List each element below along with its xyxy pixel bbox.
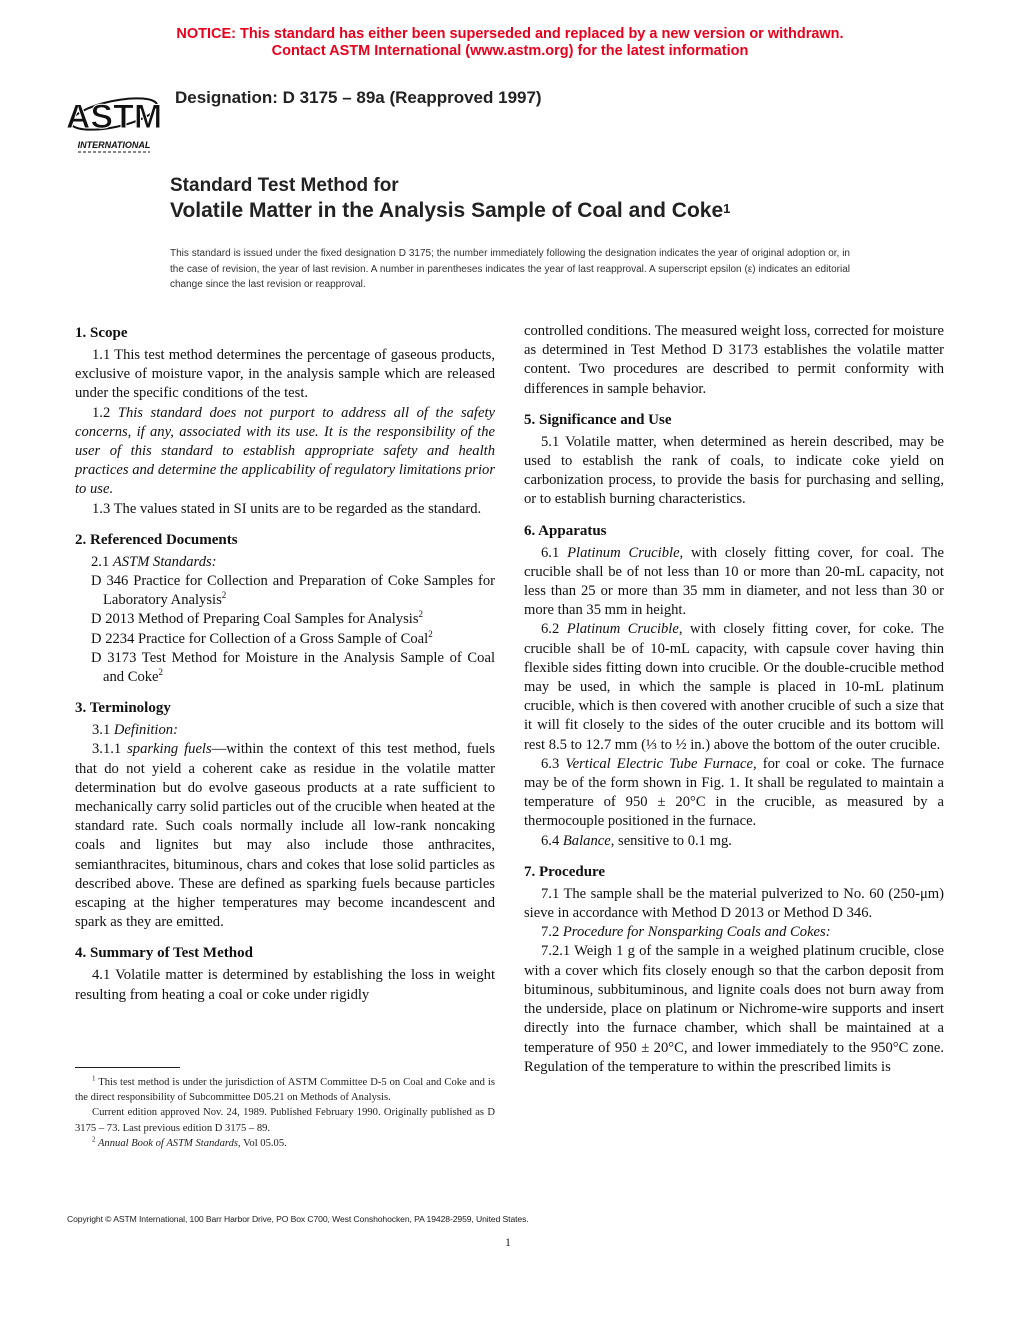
para-text: , with closely fitting cover, for coke. The crucible shall be of 10-mL capacity, with capsule cover having thin flexible sides fitting down into crucible. Or the double-crucible method may be used, in which the sample is placed in 10-mL platinum crucible, which is then covered with another crucible of such a size that it will fit closely to the sides of the outer crucible and its bottom will rest 8.5 to 12.7 mm (⅓ to ½ in.) above the bottom of the outer crucible. <box>524 621 944 753</box>
apparatus-term: Vertical Electric Tube Furnace <box>565 755 753 772</box>
footnote-mark[interactable]: 2 <box>221 590 227 601</box>
svg-text:ASTM: ASTM <box>66 98 162 136</box>
para-1-1: 1.1 This test method determines the percentage of gaseous products, exclusive of moisture vapor, in the analysis sample which are released under the specific conditions of the test. <box>75 347 495 402</box>
footnote-mark: 2 <box>92 1135 96 1144</box>
footnote-title: Annual Book of ASTM Standards <box>95 1137 239 1149</box>
para-text: , for coal or coke. The furnace may be of the form shown in Fig. 1. It shall be regulated to maintain a temperature of 950 ± 20°C in the crucible, as measured by a thermocouple positioned in the furnace. <box>524 755 944 830</box>
para-text: , sensitive to 0.1 mg. <box>610 832 732 849</box>
apparatus-term: Platinum Crucible <box>566 621 679 638</box>
para-5-1: 5.1 Volatile matter, when determined as herein described, may be used to establish the rank of coals, to indicate coke yield on carbonization process, to provide the basis for purchasing and selling, or to establish burning characteristics. <box>524 433 944 508</box>
para-number: 6.1 <box>541 544 568 561</box>
para-1-2 <box>75 404 495 500</box>
footnotes <box>75 1075 495 1151</box>
para-number: 6.3 <box>541 755 566 772</box>
footnote-divider <box>75 1067 180 1068</box>
para-1-3: 1.3 The values stated in SI units are to be regarded as the standard. <box>92 500 482 517</box>
section-heading-scope: 1. Scope <box>75 325 128 341</box>
para-number: 7.2 <box>541 924 563 941</box>
para-6-1 <box>524 544 944 621</box>
footnote-mark[interactable]: 2 <box>158 667 164 678</box>
title-line-2 <box>170 198 730 224</box>
para-2-1 <box>75 553 495 572</box>
footnote-text: , Vol 05.05. <box>238 1137 287 1149</box>
title-text: Volatile Matter in the Analysis Sample of Coal and Coke <box>170 199 724 222</box>
para-7-2 <box>524 923 944 942</box>
section-heading-referenced-documents: 2. Referenced Documents <box>75 531 238 548</box>
reference-d2013[interactable] <box>75 610 495 629</box>
subheading: Procedure for Nonsparking Coals and Cokes: <box>562 924 831 941</box>
astm-logo-icon <box>66 78 162 158</box>
withdrawal-notice <box>0 26 1020 60</box>
reference-text: D 2013 Method of Preparing Coal Samples for Analysis <box>91 611 419 628</box>
defined-term: sparking fuels <box>127 741 212 758</box>
para-number: 1.2 <box>92 404 118 421</box>
subheading: ASTM Standards: <box>112 553 217 570</box>
reference-d3173[interactable] <box>75 649 495 687</box>
section-heading-apparatus: 6. Apparatus <box>524 522 607 539</box>
page-number: 1 <box>505 1235 511 1249</box>
section-heading-significance: 5. Significance and Use <box>524 411 672 428</box>
para-number: 6.2 <box>541 621 567 638</box>
reference-d346[interactable] <box>75 572 495 610</box>
section-heading-summary: 4. Summary of Test Method <box>75 945 253 962</box>
para-number: 2.1 <box>91 553 113 570</box>
para-4-1-start: 4.1 Volatile matter is determined by establishing the loss in weight resulting from heating a coal or coke under rigidly <box>75 967 495 1003</box>
footnote-text: This test method is under the jurisdiction of ASTM Committee D-5 on Coal and Coke and is the direct responsibility of Subcommittee D05.21 on Methods of Analysis. <box>75 1077 495 1104</box>
footnote-mark[interactable]: 2 <box>428 628 433 639</box>
para-4-1-cont: controlled conditions. The measured weight loss, corrected for moisture as determined in Test Method D 3173 establishes the volatile matter content. Two procedures are described to permit conformity with differences in sample behavior. <box>524 323 944 397</box>
footnote-1 <box>75 1075 495 1105</box>
para-number: 3.1 <box>92 722 114 739</box>
reference-d2234[interactable] <box>75 630 495 649</box>
designation: Designation: D 3175 – 89a (Reapproved 1997) <box>175 88 542 107</box>
definition-text: —within the context of this test method, fuels that do not yield a coherent cake as residue in the volatile matter determination but do evolve gaseous products at a rate sufficient to mechanically carry solid particles out of the crucible when heated at the standard rate. Such coals normally include all low-rank noncaking coals and lignites but may also include those anthracites, semianthracites, bituminous, chars and cokes that lose solid particles as described above. These are defined as sparking fuels because particles escaping at the higher temperatures may become incandescent and spark as they are emitted. <box>75 741 496 931</box>
para-7-1: 7.1 The sample shall be the material pulverized to No. 60 (250-μm) sieve in accordance with Method D 2013 or Method D 346. <box>524 885 944 922</box>
document-title <box>170 174 730 224</box>
astm-international-logo <box>66 78 162 158</box>
reference-text: D 2234 Practice for Collection of a Gross Sample of Coal <box>91 630 429 647</box>
left-column <box>75 322 495 1005</box>
notice-line-2: Contact ASTM International (www.astm.org) for the latest information <box>271 43 749 59</box>
para-3-1-1 <box>75 740 495 932</box>
reference-text: D 3173 Test Method for Moisture in the Analysis Sample of Coal and Coke <box>91 649 495 686</box>
apparatus-term: Balance <box>562 832 611 849</box>
right-column <box>524 322 944 1077</box>
section-heading-terminology: 3. Terminology <box>75 700 171 717</box>
svg-text:INTERNATIONAL: INTERNATIONAL <box>77 140 151 150</box>
title-footnote-mark[interactable]: 1 <box>723 201 731 216</box>
footnote-mark: 1 <box>92 1074 96 1083</box>
copyright-notice: Copyright © ASTM International, 100 Barr Harbor Drive, PO Box C700, West Conshohocken, PA 19428-2959, United States. <box>67 1214 529 1224</box>
para-number: 3.1.1 <box>92 741 128 758</box>
section-heading-procedure: 7. Procedure <box>524 863 606 880</box>
reference-text: D 346 Practice for Collection and Preparation of Coke Samples for Laboratory Analysis <box>91 573 495 609</box>
safety-caveat: This standard does not purport to address all of the safety concerns, if any, associated with its use. It is the responsibility of the user of this standard to establish appropriate safety and health practices and determine the applicability of regulatory limitations prior to use. <box>75 404 495 498</box>
issue-note: This standard is issued under the fixed designation D 3175; the number immediately following the designation indicates the year of original adoption or, in the case of revision, the year of last revision. A number in parentheses indicates the year of last reapproval. A superscript epsilon (ε) indicates an editorial change since the last revision or reapproval. <box>170 248 850 290</box>
apparatus-term: Platinum Crucible <box>567 544 680 561</box>
notice-line-1: NOTICE: This standard has either been superseded and replaced by a new version or withdrawn. <box>176 26 844 42</box>
subheading: Definition: <box>113 722 178 739</box>
para-text: , with closely fitting cover, for coal. The crucible shall be of not less than 10 or more than 20-mL capacity, not less than 25 or more than 35 mm in diameter, and not less than 30 or more than 35 mm in height. <box>524 544 945 619</box>
title-line-1: Standard Test Method for <box>170 175 399 196</box>
para-7-2-1: 7.2.1 Weigh 1 g of the sample in a weighed platinum crucible, close with a cover which fits closely enough so that the carbon deposit from bituminous, subbituminous, and lignite coals does not burn away from the underside, place on platinum or Nichrome-wire supports and insert directly into the furnace chamber, which shall be maintained at a temperature of 950 ± 20°C, and lower immediately to the 950°C zone. Regulation of the temperature to within the prescribed limits is <box>524 943 944 1075</box>
para-6-3 <box>524 755 944 832</box>
para-number: 6.4 <box>541 832 563 849</box>
footnote-1-edition: Current edition approved Nov. 24, 1989. Published February 1990. Originally published as D 3175 – 73. Last previous edition D 3175 – 89. <box>75 1107 495 1134</box>
footnote-2 <box>75 1136 495 1151</box>
footnote-mark[interactable]: 2 <box>418 609 424 620</box>
para-6-4 <box>524 832 944 851</box>
para-6-2 <box>524 620 944 754</box>
para-3-1 <box>75 721 495 740</box>
